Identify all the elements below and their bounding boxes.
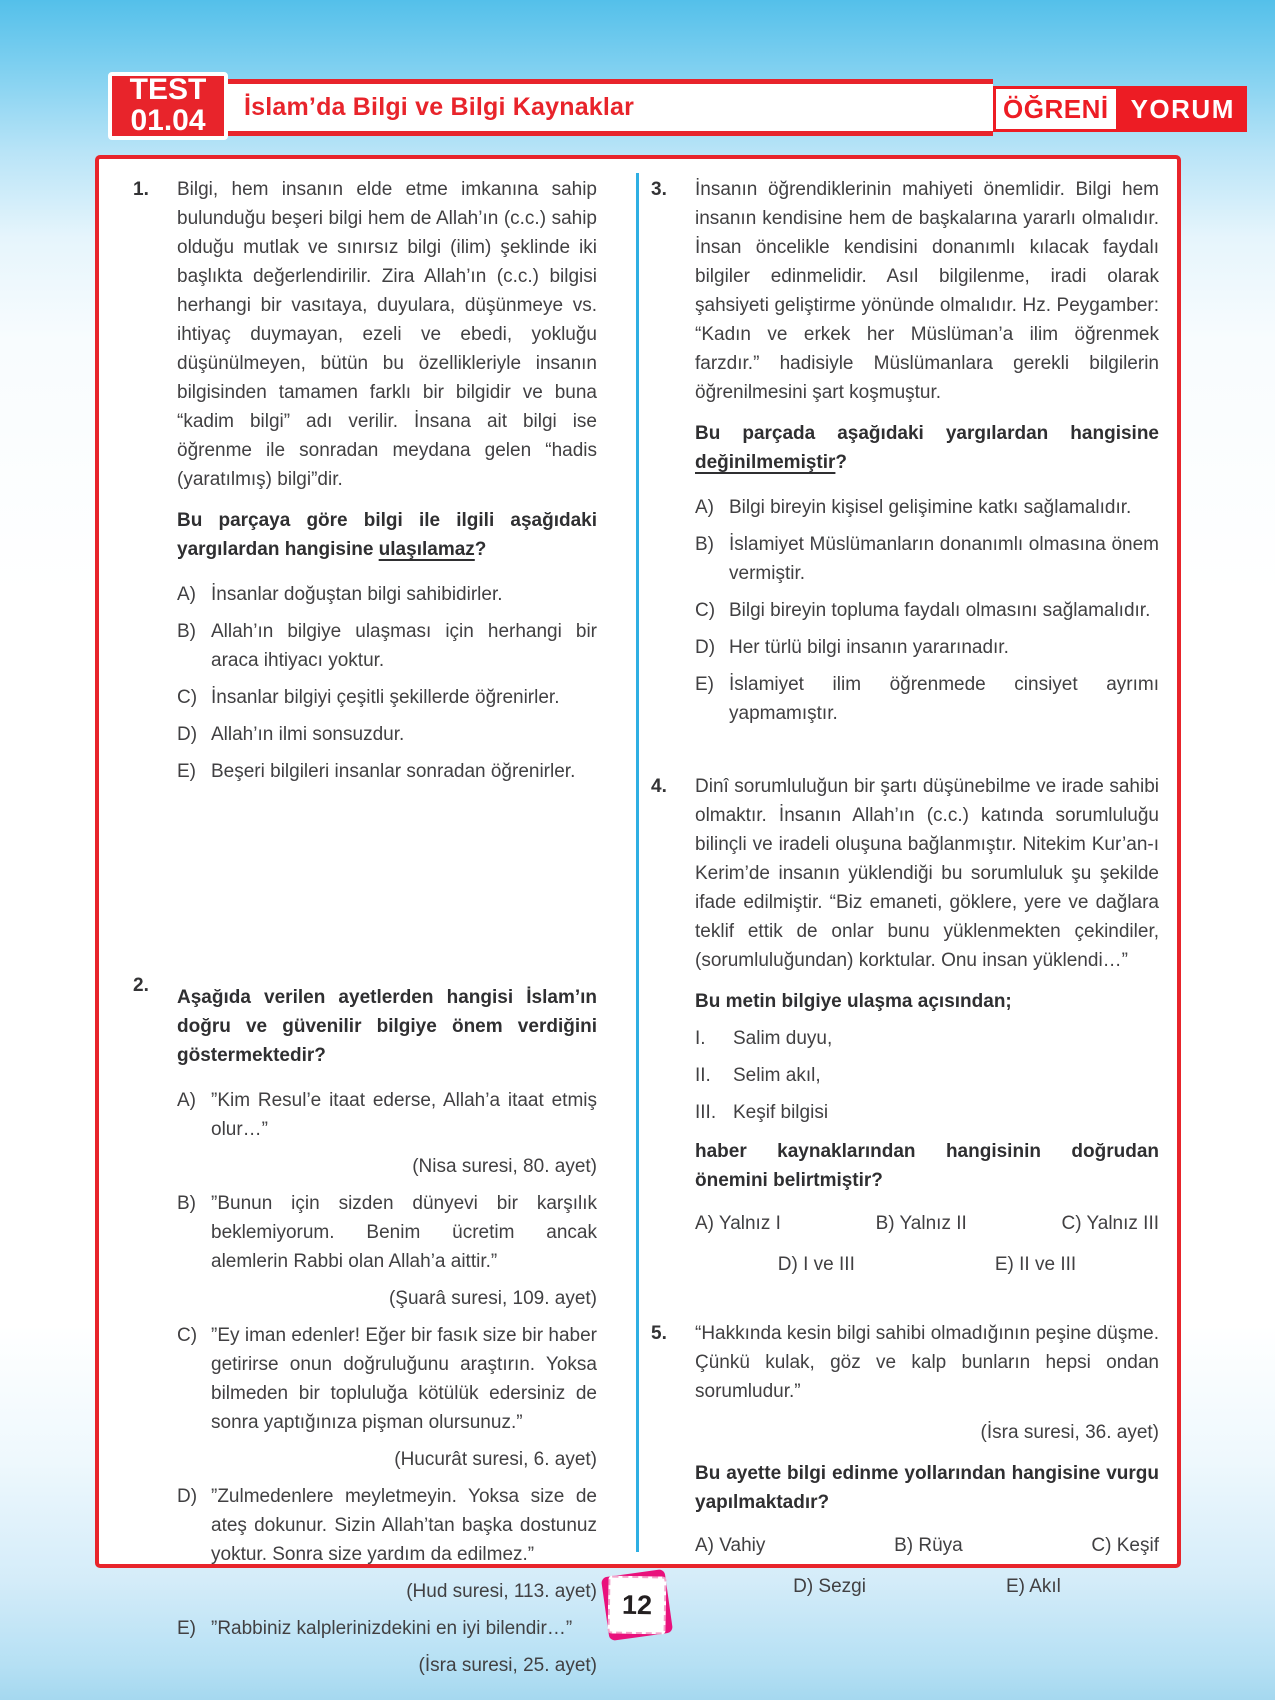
option-label: D) bbox=[177, 724, 198, 745]
question-2 bbox=[133, 971, 597, 1680]
option-D bbox=[695, 633, 1159, 662]
question-row bbox=[651, 772, 1159, 1279]
question-content bbox=[695, 772, 1159, 1279]
page-number-badge bbox=[604, 1572, 670, 1638]
stem-text: Bu parçada aşağıdaki yargılardan hangisine bbox=[695, 423, 1159, 444]
question-body: “Hakkında kesin bilgi sahibi olmadığının peşine düşme. Çünkü kulak, göz ve kalp bunların hepsi ondan sorumludur.” bbox=[695, 1323, 1159, 1402]
option-A: A) Yalnız I bbox=[695, 1213, 781, 1234]
option-text: Bilgi bireyin kişisel gelişimine katkı sağlamalıdır. bbox=[729, 497, 1132, 518]
ayet-source: (Şuarâ suresi, 109. ayet) bbox=[388, 1288, 597, 1309]
question-number: 3. bbox=[651, 179, 667, 200]
option-label: B) bbox=[695, 534, 714, 555]
question-body: İnsanın öğrendiklerinin mahiyeti önemlidir. Bilgi hem insanın kendisine hem de başkalarına yararlı olmalıdır. İnsan öncelikle kendisini donanımlı kılacak faydalı bilgiler edinmelidir. Asıl bilgilenme, iradi olarak şahsiyeti geliştirme yönünde olmalıdır. Hz. Peygamber: “Kadın ve erkek her Müslüman’a ilim öğrenmek farzdır.” hadisiyle Müslümanlara gerekli bilgilerin öğrenilmesini şart koşmuştur. bbox=[695, 179, 1159, 403]
option-E bbox=[177, 757, 597, 786]
test-number-badge bbox=[108, 72, 228, 140]
column-left bbox=[133, 175, 597, 1680]
brand-logo-secondary: YORUM bbox=[1119, 86, 1247, 132]
question-stem bbox=[177, 506, 597, 564]
roman-numeral: I. bbox=[695, 1028, 706, 1049]
question-stem-continued bbox=[695, 1137, 1159, 1195]
question-content bbox=[177, 175, 597, 786]
option-text: ”Kim Resul’e itaat ederse, Allah’a itaat etmiş olur…” bbox=[211, 1090, 597, 1140]
options-list bbox=[177, 580, 597, 786]
option-text: Beşeri bilgileri insanlar sonradan öğrenirler. bbox=[211, 761, 576, 782]
option-label: A) bbox=[177, 1090, 196, 1111]
roman-item-text: Salim duyu, bbox=[733, 1028, 833, 1049]
option-C bbox=[695, 596, 1159, 625]
roman-numeral-list bbox=[695, 1024, 1159, 1127]
option-text: İslamiyet ilim öğrenmede cinsiyet ayrımı yapmamıştır. bbox=[729, 674, 1159, 724]
roman-numeral: II. bbox=[695, 1065, 711, 1086]
option-label: C) bbox=[177, 687, 198, 708]
options-grid bbox=[695, 1209, 1159, 1279]
question-number: 5. bbox=[651, 1323, 667, 1344]
options-row-2 bbox=[695, 1250, 1159, 1279]
option-B: B) Rüya bbox=[894, 1535, 963, 1556]
option-label: A) bbox=[177, 584, 196, 605]
option-label: E) bbox=[177, 1618, 196, 1639]
question-number: 4. bbox=[651, 776, 667, 797]
question-4 bbox=[651, 772, 1159, 1279]
option-D: D) I ve III bbox=[777, 1254, 855, 1275]
title-bar bbox=[224, 79, 993, 136]
option-text: Allah’ın ilmi sonsuzdur. bbox=[211, 724, 405, 745]
options-row-1 bbox=[695, 1209, 1159, 1238]
stem-keyword-underlined: değinilmemiştir bbox=[695, 452, 836, 473]
option-text: İslamiyet Müslümanların donanımlı olmasına önem vermiştir. bbox=[729, 534, 1159, 584]
options-grid bbox=[695, 1531, 1159, 1601]
option-C: C) Keşif bbox=[1091, 1535, 1159, 1556]
roman-item-text: Selim akıl, bbox=[733, 1065, 821, 1086]
option-text: Bilgi bireyin topluma faydalı olmasını sağlamalıdır. bbox=[729, 600, 1151, 621]
option-C: C) Yalnız III bbox=[1061, 1213, 1159, 1234]
option-D: D) Sezgi bbox=[793, 1576, 866, 1597]
page-title: İslam’da Bilgi ve Bilgi Kaynaklar bbox=[244, 93, 635, 121]
option-A bbox=[177, 580, 597, 609]
option-B bbox=[177, 617, 597, 675]
question-5 bbox=[651, 1319, 1159, 1601]
ayet-source: (Nisa suresi, 80. ayet) bbox=[412, 1156, 597, 1177]
option-C bbox=[177, 1321, 597, 1474]
option-label: E) bbox=[695, 674, 714, 695]
option-E bbox=[695, 670, 1159, 728]
stem-text: Bu parçaya göre bilgi ile ilgili aşağıdaki yargılardan hangisine bbox=[177, 510, 597, 560]
options-row-1 bbox=[695, 1531, 1159, 1560]
ayet-source: (Hucurât suresi, 6. ayet) bbox=[394, 1449, 597, 1470]
roman-item-2 bbox=[695, 1061, 1159, 1090]
option-A bbox=[695, 493, 1159, 522]
test-label: TEST bbox=[129, 73, 207, 107]
question-content bbox=[695, 1319, 1159, 1601]
brand-logo bbox=[993, 86, 1247, 132]
option-label: E) bbox=[177, 761, 196, 782]
option-label: B) bbox=[177, 1193, 196, 1214]
option-C bbox=[177, 683, 597, 712]
question-stem bbox=[177, 983, 597, 1070]
stem-text: Aşağıda verilen ayetlerden hangisi İslam’ın doğru ve güvenilir bilgiye önem verdiğini göstermektedir? bbox=[177, 987, 597, 1066]
option-E: E) Akıl bbox=[1005, 1576, 1061, 1597]
option-label: C) bbox=[177, 1325, 198, 1346]
column-divider bbox=[636, 173, 639, 1552]
question-number: 2. bbox=[133, 975, 149, 996]
option-label: D) bbox=[695, 637, 716, 658]
roman-item-1 bbox=[695, 1024, 1159, 1053]
option-B bbox=[177, 1189, 597, 1313]
option-label: B) bbox=[177, 621, 196, 642]
option-D bbox=[177, 720, 597, 749]
ayet-source: (İsra suresi, 36. ayet) bbox=[980, 1422, 1159, 1443]
question-stem bbox=[695, 1459, 1159, 1517]
stem-text: ? bbox=[835, 452, 848, 473]
option-text: Her türlü bilgi insanın yararınadır. bbox=[729, 637, 1009, 658]
option-B: B) Yalnız II bbox=[875, 1213, 967, 1234]
page-number: 12 bbox=[607, 1575, 666, 1634]
option-text: İnsanlar bilgiyi çeşitli şekillerde öğrenirler. bbox=[211, 687, 560, 708]
option-text: ”Ey iman edenler! Eğer bir fasık size bir haber getirirse onun doğruluğunu araştırın. Yoksa bilmeden bir topluluğa kötülük edersiniz de sonra yaptığınıza pişman olursunuz.” bbox=[211, 1325, 597, 1433]
option-D bbox=[177, 1482, 597, 1606]
question-body: Dinî sorumluluğun bir şartı düşünebilme ve irade sahibi olmaktır. İnsanın Allah’ın (c.c.) katında sorumluluğu bilinçli ve iradeli oluşuna bağlanmıştır. Nitekim Kur’an-ı Kerim’de insanın yüklendiği bu sorumluluk şu şekilde ifade edilmiştir. “Biz emaneti, göklere, yere ve dağlara teklif ettik de onlar bunu yüklenmekten çekindiler, (sorumluluğundan) korktular. Onu insan yüklendi…” bbox=[695, 776, 1159, 971]
option-text: ”Bunun için sizden dünyevi bir karşılık beklemiyorum. Benim ücretim ancak alemlerin Rabbi olan Allah’a aittir.” bbox=[211, 1193, 597, 1272]
option-label: D) bbox=[177, 1486, 198, 1507]
options-row-2 bbox=[695, 1572, 1159, 1601]
question-stem bbox=[695, 987, 1159, 1016]
question-row bbox=[651, 1319, 1159, 1601]
question-3 bbox=[651, 175, 1159, 728]
question-1 bbox=[133, 175, 597, 786]
option-A: A) Vahiy bbox=[695, 1535, 766, 1556]
page-number-badge-frame bbox=[601, 1569, 673, 1641]
stem-keyword-underlined: ulaşılamaz bbox=[378, 539, 475, 560]
stem-text: Bu metin bilgiye ulaşma açısından; bbox=[695, 991, 1012, 1012]
option-label: C) bbox=[695, 600, 716, 621]
question-number: 1. bbox=[133, 179, 149, 200]
question-content bbox=[177, 971, 597, 1680]
options-list bbox=[695, 493, 1159, 728]
column-right bbox=[651, 175, 1159, 1601]
question-stem bbox=[695, 419, 1159, 477]
options-list bbox=[177, 1086, 597, 1680]
question-body: Bilgi, hem insanın elde etme imkanına sahip bulunduğu beşeri bilgi hem de Allah’ın (c.c.) sahip olduğu mutlak ve sınırsız bilgi (ilim) şeklinde iki başlıkta değerlendirilir. Zira Allah’ın (c.c.) bilgisi herhangi bir vasıtaya, duyulara, düşünmeye vs. ihtiyaç duymayan, ezeli ve ebedi, yokluğu düşünülmeyen, bütün bu özellikleriyle insanın bilgisinden tamamen farklı bir bilgidir ve buna “kadim bilgi” adı verilir. İnsana ait bilgi ise öğrenme ile sonradan meydana gelen “hadis (yaratılmış) bilgi”dir. bbox=[177, 179, 597, 490]
option-text: Allah’ın bilgiye ulaşması için herhangi bir araca ihtiyacı yoktur. bbox=[211, 621, 597, 671]
roman-numeral: III. bbox=[695, 1102, 717, 1123]
option-label: A) bbox=[695, 497, 714, 518]
question-row bbox=[651, 175, 1159, 728]
question-row bbox=[133, 971, 597, 1680]
ayet-source: (Hud suresi, 113. ayet) bbox=[406, 1581, 597, 1602]
ayet-source: (İsra suresi, 25. ayet) bbox=[418, 1655, 597, 1676]
brand-logo-primary: ÖĞRENİ bbox=[993, 86, 1119, 132]
stem-text: haber kaynaklarından hangisinin doğrudan önemini belirtmiştir? bbox=[695, 1141, 1159, 1191]
option-B bbox=[695, 530, 1159, 588]
roman-item-3 bbox=[695, 1098, 1159, 1127]
test-number: 01.04 bbox=[130, 104, 206, 137]
option-text: ”Rabbiniz kalplerinizdekini en iyi bilendir…” bbox=[211, 1618, 573, 1639]
stem-text: ? bbox=[474, 539, 487, 560]
option-text: İnsanlar doğuştan bilgi sahibidirler. bbox=[211, 584, 503, 605]
option-E bbox=[177, 1614, 597, 1680]
option-A bbox=[177, 1086, 597, 1181]
option-E: E) II ve III bbox=[994, 1254, 1077, 1275]
question-row bbox=[133, 175, 597, 786]
stem-text: Bu ayette bilgi edinme yollarından hangisine vurgu yapılmaktadır? bbox=[695, 1463, 1159, 1513]
option-text: ”Zulmedenlere meyletmeyin. Yoksa size de ateş dokunur. Sizin Allah’tan başka dostunuz yoktur. Sonra size yardım da edilmez.” bbox=[211, 1486, 597, 1565]
question-content bbox=[695, 175, 1159, 728]
roman-item-text: Keşif bilgisi bbox=[733, 1102, 829, 1123]
